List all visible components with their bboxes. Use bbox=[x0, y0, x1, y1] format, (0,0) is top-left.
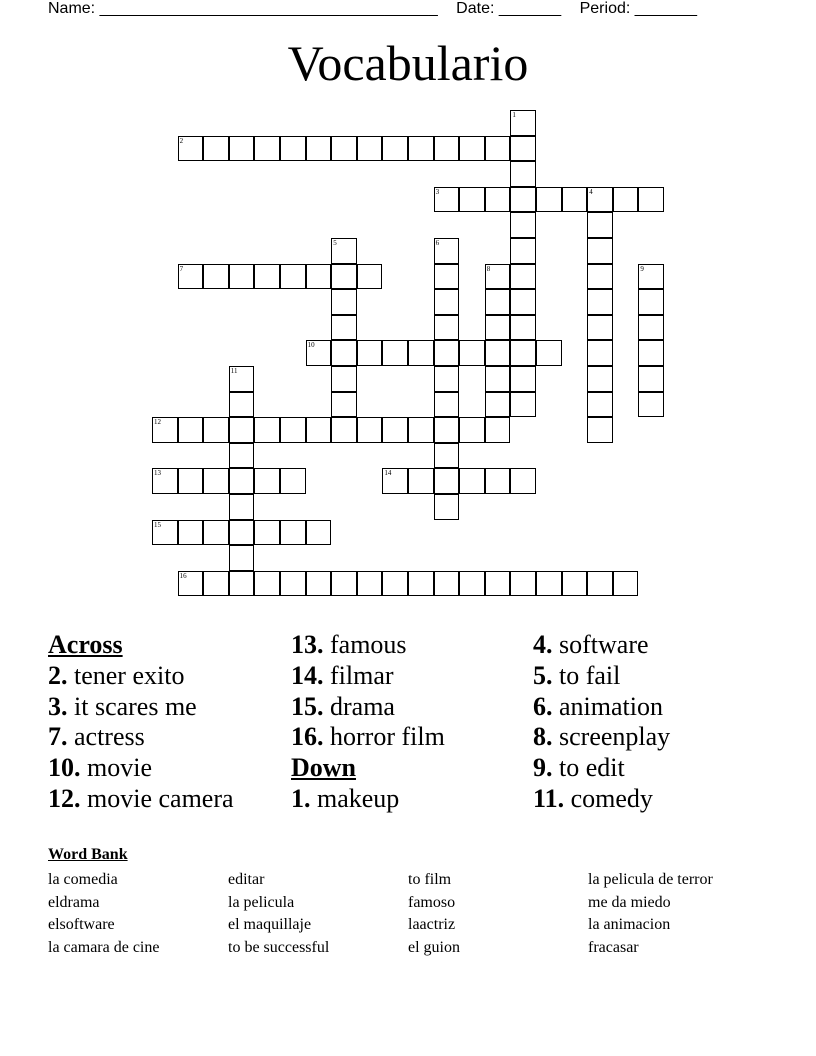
clue-text: to fail bbox=[552, 660, 621, 690]
crossword-cell[interactable] bbox=[229, 468, 255, 494]
crossword-cell[interactable] bbox=[229, 417, 255, 443]
clue-number: 1. bbox=[291, 783, 311, 813]
clue-number: 5. bbox=[533, 660, 553, 690]
crossword-cell[interactable] bbox=[331, 392, 357, 418]
word-bank-item: elsoftware bbox=[48, 916, 115, 934]
crossword-cell[interactable] bbox=[382, 340, 408, 366]
crossword-cell[interactable] bbox=[434, 571, 460, 597]
clue-number: 14. bbox=[291, 660, 324, 690]
crossword-cell[interactable] bbox=[331, 417, 357, 443]
crossword-cell[interactable] bbox=[254, 468, 280, 494]
clue-number: 15. bbox=[291, 691, 324, 721]
crossword-cell[interactable] bbox=[459, 417, 485, 443]
crossword-cell[interactable] bbox=[178, 264, 204, 290]
crossword-cell[interactable] bbox=[408, 468, 434, 494]
word-bank-item: la animacion bbox=[588, 916, 671, 934]
clue-number: 12. bbox=[48, 783, 81, 813]
crossword-cell[interactable] bbox=[536, 340, 562, 366]
crossword-cell[interactable] bbox=[254, 417, 280, 443]
crossword-cell[interactable] bbox=[306, 571, 332, 597]
crossword-cell[interactable] bbox=[536, 187, 562, 213]
down-clue bbox=[533, 692, 670, 723]
word-bank-item: la comedia bbox=[48, 871, 118, 888]
crossword-cell[interactable] bbox=[510, 136, 536, 162]
name-field-label[interactable]: Name: ______________________________________ bbox=[48, 0, 438, 17]
crossword-cell[interactable] bbox=[434, 187, 460, 213]
crossword-cell[interactable] bbox=[510, 238, 536, 264]
clue-number: 8. bbox=[533, 722, 553, 752]
crossword-cell[interactable] bbox=[587, 264, 613, 290]
across-clue bbox=[291, 692, 445, 723]
crossword-cell[interactable] bbox=[152, 417, 178, 443]
word-bank-item: la camara de cine bbox=[48, 939, 160, 957]
crossword-cell[interactable] bbox=[587, 238, 613, 264]
cell-number: 5 bbox=[333, 239, 337, 247]
clue-number: 7. bbox=[48, 722, 68, 752]
crossword-cell[interactable] bbox=[306, 520, 332, 546]
crossword-cell[interactable] bbox=[459, 187, 485, 213]
crossword-cell[interactable] bbox=[510, 161, 536, 187]
clue-text: drama bbox=[323, 691, 395, 721]
crossword-cell[interactable] bbox=[382, 417, 408, 443]
word-bank-column-2 bbox=[228, 869, 329, 960]
clue-number: 10. bbox=[48, 753, 81, 783]
cell-number: 12 bbox=[154, 418, 161, 427]
crossword-cell[interactable] bbox=[587, 571, 613, 597]
crossword-cell[interactable] bbox=[510, 315, 536, 341]
crossword-cell[interactable] bbox=[408, 417, 434, 443]
clue-text: comedy bbox=[564, 783, 653, 813]
down-clue bbox=[533, 753, 670, 784]
crossword-cell[interactable] bbox=[229, 494, 255, 520]
crossword-cell[interactable] bbox=[434, 366, 460, 392]
crossword-cell[interactable] bbox=[485, 136, 511, 162]
crossword-cell[interactable] bbox=[434, 494, 460, 520]
word-bank-item: la pelicula bbox=[228, 893, 295, 911]
crossword-cell[interactable] bbox=[408, 340, 434, 366]
crossword-cell[interactable] bbox=[536, 571, 562, 597]
crossword-cell[interactable] bbox=[306, 264, 332, 290]
down-clue bbox=[533, 630, 670, 661]
cell-number: 10 bbox=[307, 341, 315, 350]
crossword-cell[interactable] bbox=[280, 417, 306, 443]
word-bank-item: to be successful bbox=[228, 939, 330, 957]
clue-number: 6. bbox=[533, 691, 553, 721]
clue-text: actress bbox=[67, 722, 145, 752]
crossword-cell[interactable] bbox=[510, 289, 536, 315]
crossword-cell[interactable] bbox=[382, 468, 408, 494]
clue-number: 11. bbox=[533, 783, 565, 813]
crossword-cell[interactable] bbox=[331, 136, 357, 162]
crossword-cell[interactable] bbox=[408, 136, 434, 162]
down-clue bbox=[533, 722, 670, 753]
crossword-cell[interactable] bbox=[331, 571, 357, 597]
word-bank-item: eldrama bbox=[48, 893, 100, 911]
crossword-cell[interactable] bbox=[459, 340, 485, 366]
crossword-cell[interactable] bbox=[382, 136, 408, 162]
crossword-cell[interactable] bbox=[229, 443, 255, 469]
crossword-cell[interactable] bbox=[485, 468, 511, 494]
across-clue bbox=[291, 630, 445, 661]
crossword-cell[interactable] bbox=[434, 289, 460, 315]
cell-number: 14 bbox=[384, 469, 392, 478]
crossword-cell[interactable] bbox=[254, 264, 280, 290]
crossword-cell[interactable] bbox=[587, 366, 613, 392]
crossword-cell[interactable] bbox=[178, 136, 204, 162]
across-clue bbox=[48, 722, 234, 753]
crossword-cell[interactable] bbox=[280, 571, 306, 597]
cell-number: 2 bbox=[179, 136, 184, 145]
across-clue bbox=[48, 661, 234, 692]
crossword-cell[interactable] bbox=[331, 315, 357, 341]
crossword-cell[interactable] bbox=[254, 136, 280, 162]
crossword-cell[interactable] bbox=[510, 366, 536, 392]
crossword-cell[interactable] bbox=[203, 571, 229, 597]
clues-column-2 bbox=[291, 630, 445, 815]
crossword-cell[interactable] bbox=[229, 136, 255, 162]
crossword-cell[interactable] bbox=[280, 136, 306, 162]
clue-text: animation bbox=[552, 691, 663, 721]
crossword-cell[interactable] bbox=[485, 571, 511, 597]
clue-text: famous bbox=[323, 630, 407, 659]
crossword-cell[interactable] bbox=[510, 187, 536, 213]
crossword-cell[interactable] bbox=[613, 571, 639, 597]
clue-text: makeup bbox=[310, 783, 400, 813]
period-field-label[interactable]: Period: _______ bbox=[579, 0, 698, 17]
down-clue bbox=[533, 661, 670, 692]
across-clue bbox=[291, 661, 445, 692]
across-clue bbox=[48, 692, 234, 723]
crossword-cell[interactable] bbox=[357, 136, 383, 162]
crossword-cell[interactable] bbox=[510, 571, 536, 597]
crossword-cell[interactable] bbox=[485, 366, 511, 392]
crossword-cell[interactable] bbox=[434, 315, 460, 341]
crossword-cell[interactable] bbox=[178, 571, 204, 597]
crossword-cell[interactable] bbox=[357, 264, 383, 290]
word-bank-item: el guion bbox=[408, 939, 460, 957]
crossword-cell[interactable] bbox=[331, 340, 357, 366]
crossword-cell[interactable] bbox=[587, 212, 613, 238]
crossword-cell[interactable] bbox=[408, 571, 434, 597]
cell-number: 7 bbox=[179, 264, 184, 273]
crossword-cell[interactable] bbox=[587, 289, 613, 315]
clue-number: 16. bbox=[291, 722, 324, 752]
word-bank-item: laactriz bbox=[408, 916, 456, 934]
crossword-cell[interactable] bbox=[638, 366, 664, 392]
crossword-cell[interactable] bbox=[638, 392, 664, 418]
crossword-cell[interactable] bbox=[510, 110, 536, 136]
crossword-cell[interactable] bbox=[434, 417, 460, 443]
crossword-cell[interactable] bbox=[331, 238, 357, 264]
cell-number: 13 bbox=[154, 469, 161, 478]
cell-number: 16 bbox=[179, 571, 187, 580]
cell-number: 15 bbox=[154, 520, 161, 529]
crossword-cell[interactable] bbox=[587, 340, 613, 366]
crossword-cell[interactable] bbox=[357, 571, 383, 597]
clue-text: horror film bbox=[323, 722, 445, 752]
crossword-cell[interactable] bbox=[254, 571, 280, 597]
word-bank-column-3 bbox=[408, 869, 460, 960]
word-bank-item: editar bbox=[228, 871, 265, 888]
clue-number: 3. bbox=[48, 691, 68, 721]
clue-text: software bbox=[552, 630, 649, 659]
crossword-cell[interactable] bbox=[638, 340, 664, 366]
word-bank-item: me da miedo bbox=[588, 893, 671, 911]
clue-number: 9. bbox=[533, 753, 553, 783]
cell-number: 8 bbox=[486, 264, 491, 273]
clue-text: tener exito bbox=[67, 660, 185, 690]
crossword-cell[interactable] bbox=[382, 571, 408, 597]
crossword-cell[interactable] bbox=[331, 289, 357, 315]
clues-column-1 bbox=[48, 630, 234, 815]
down-clue bbox=[291, 784, 445, 815]
crossword-cell[interactable] bbox=[562, 571, 588, 597]
crossword-cell[interactable] bbox=[331, 264, 357, 290]
crossword-cell[interactable] bbox=[434, 443, 460, 469]
crossword-cell[interactable] bbox=[434, 468, 460, 494]
crossword-cell[interactable] bbox=[587, 392, 613, 418]
clue-number: 4. bbox=[533, 630, 553, 659]
crossword-cell[interactable] bbox=[587, 187, 613, 213]
crossword-cell[interactable] bbox=[510, 468, 536, 494]
clue-number: 13. bbox=[291, 630, 324, 659]
page-title: Vocabulario bbox=[287, 35, 529, 91]
crossword-cell[interactable] bbox=[638, 315, 664, 341]
crossword-cell[interactable] bbox=[510, 392, 536, 418]
cell-number: 11 bbox=[230, 367, 238, 375]
crossword-cell[interactable] bbox=[306, 136, 332, 162]
crossword-cell[interactable] bbox=[280, 520, 306, 546]
crossword-cell[interactable] bbox=[331, 366, 357, 392]
crossword-cell[interactable] bbox=[587, 417, 613, 443]
down-heading: Down bbox=[291, 753, 357, 783]
crossword-cell[interactable] bbox=[638, 187, 664, 213]
crossword-cell[interactable] bbox=[510, 264, 536, 290]
across-clue bbox=[48, 753, 234, 784]
clue-text: filmar bbox=[323, 660, 394, 690]
crossword-cell[interactable] bbox=[638, 264, 664, 290]
crossword-cell[interactable] bbox=[510, 340, 536, 366]
clue-text: to edit bbox=[552, 753, 625, 783]
crossword-cell[interactable] bbox=[229, 520, 255, 546]
crossword-cell[interactable] bbox=[434, 238, 460, 264]
crossword-cell[interactable] bbox=[459, 468, 485, 494]
crossword-cell[interactable] bbox=[434, 392, 460, 418]
word-bank-item: el maquillaje bbox=[228, 916, 312, 934]
crossword-cell[interactable] bbox=[459, 136, 485, 162]
crossword-cell[interactable] bbox=[152, 468, 178, 494]
word-bank-item: fracasar bbox=[588, 939, 639, 957]
word-bank-column-1 bbox=[48, 869, 159, 960]
crossword-cell[interactable] bbox=[485, 315, 511, 341]
crossword-cell[interactable] bbox=[254, 520, 280, 546]
crossword-cell[interactable] bbox=[229, 264, 255, 290]
crossword-cell[interactable] bbox=[280, 264, 306, 290]
crossword-cell[interactable] bbox=[459, 571, 485, 597]
down-clue bbox=[533, 784, 670, 815]
crossword-cell[interactable] bbox=[638, 289, 664, 315]
crossword-cell[interactable] bbox=[229, 392, 255, 418]
crossword-cell[interactable] bbox=[434, 264, 460, 290]
crossword-cell[interactable] bbox=[280, 468, 306, 494]
cell-number: 6 bbox=[435, 239, 440, 247]
crossword-cell[interactable] bbox=[152, 520, 178, 546]
word-bank-item: famoso bbox=[408, 893, 456, 911]
cell-number: 9 bbox=[640, 264, 644, 273]
word-bank-title: Word Bank bbox=[48, 846, 128, 863]
across-heading: Across bbox=[48, 630, 123, 659]
crossword-cell[interactable] bbox=[229, 366, 255, 392]
clue-text: it scares me bbox=[67, 691, 197, 721]
crossword-cell[interactable] bbox=[510, 212, 536, 238]
crossword-cell[interactable] bbox=[562, 187, 588, 213]
crossword-cell[interactable] bbox=[357, 417, 383, 443]
crossword-cell[interactable] bbox=[229, 571, 255, 597]
word-bank-column-4 bbox=[588, 869, 713, 960]
crossword-cell[interactable] bbox=[306, 417, 332, 443]
crossword-cell[interactable] bbox=[613, 187, 639, 213]
crossword-cell[interactable] bbox=[434, 136, 460, 162]
crossword-cell[interactable] bbox=[485, 264, 511, 290]
crossword-cell[interactable] bbox=[485, 417, 511, 443]
clue-number: 2. bbox=[48, 660, 68, 690]
word-bank-item: la pelicula de terror bbox=[588, 871, 713, 888]
crossword-cell[interactable] bbox=[229, 545, 255, 571]
crossword-cell[interactable] bbox=[357, 340, 383, 366]
crossword-cell[interactable] bbox=[434, 340, 460, 366]
crossword-cell[interactable] bbox=[178, 520, 204, 546]
crossword-cell[interactable] bbox=[587, 315, 613, 341]
cell-number: 4 bbox=[589, 187, 593, 196]
clue-text: screenplay bbox=[552, 722, 671, 752]
crossword-cell[interactable] bbox=[178, 468, 204, 494]
crossword-cell[interactable] bbox=[485, 289, 511, 315]
cell-number: 3 bbox=[435, 187, 440, 196]
clues-column-3 bbox=[533, 630, 670, 815]
crossword-cell[interactable] bbox=[203, 520, 229, 546]
crossword-cell[interactable] bbox=[178, 417, 204, 443]
crossword-cell[interactable] bbox=[485, 340, 511, 366]
clue-text: movie camera bbox=[80, 783, 234, 813]
crossword-cell[interactable] bbox=[203, 468, 229, 494]
across-clue bbox=[48, 784, 234, 815]
word-bank-item: to film bbox=[408, 871, 452, 888]
across-clue bbox=[291, 722, 445, 753]
crossword-cell[interactable] bbox=[203, 417, 229, 443]
crossword-cell[interactable] bbox=[485, 392, 511, 418]
crossword-cell[interactable] bbox=[306, 340, 332, 366]
crossword-cell[interactable] bbox=[203, 264, 229, 290]
cell-number: 1 bbox=[512, 111, 516, 119]
crossword-cell[interactable] bbox=[485, 187, 511, 213]
date-field-label[interactable]: Date: _______ bbox=[456, 0, 562, 17]
crossword-cell[interactable] bbox=[203, 136, 229, 162]
clue-text: movie bbox=[80, 753, 152, 783]
